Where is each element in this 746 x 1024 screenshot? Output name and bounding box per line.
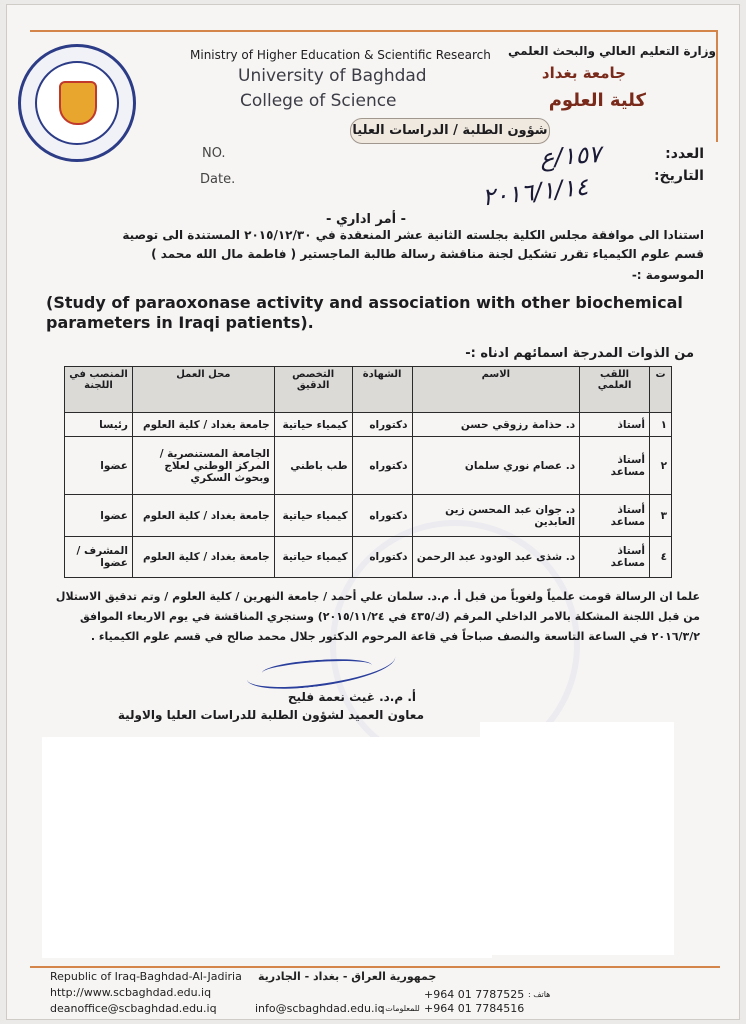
ministry-name-en: Ministry of Higher Education & Scientific Research	[190, 48, 491, 62]
cell-seq: ٣	[650, 495, 672, 536]
cell-workplace: جامعة بغداد / كلية العلوم	[132, 413, 274, 437]
cell-role: عضوا	[65, 437, 133, 495]
paragraph-line-3: الموسومة :-	[631, 268, 704, 282]
cell-specialty: كيمياء حياتية	[274, 413, 352, 437]
cell-workplace: جامعة بغداد / كلية العلوم	[132, 536, 274, 577]
handwritten-number: ١٥٧/ع	[539, 139, 602, 173]
cell-name: د. شذى عبد الودود عبد الرحمن	[412, 536, 580, 577]
cell-name: د. حذامة رزوقي حسن	[412, 413, 580, 437]
header-workplace: محل العمل	[132, 367, 274, 413]
cell-title: أستاذ مساعد	[580, 495, 650, 536]
cell-specialty: طب باطني	[274, 437, 352, 495]
university-name-en: University of Baghdad	[238, 66, 427, 86]
committee-table	[64, 366, 672, 578]
cell-title: أستاذ مساعد	[580, 536, 650, 577]
department-banner: شؤون الطلبة / الدراسات العليا	[350, 118, 550, 144]
footer-email-info: info@scbaghdad.edu.iq	[255, 1002, 385, 1015]
table-row	[65, 536, 672, 577]
signatory-title: معاون العميد لشؤون الطلبة للدراسات العليا والاولية	[117, 708, 424, 722]
note-line-2: من قبل اللجنة المشكلة بالامر الداخلي المرقم (ك/٤٣٥ في ٢٠١٥/١١/٢٤) وستجري المناقشة في يوم الاربعاء الموافق	[79, 610, 700, 623]
university-name-ar: جامعة بغداد	[541, 64, 626, 82]
paragraph-line-1: استنادا الى موافقة مجلس الكلية بجلسته الثانية عشر المنعقدة في ٢٠١٥/١٢/٣٠ المستندة الى توصية	[122, 228, 704, 242]
college-name-en: College of Science	[240, 91, 397, 111]
date-label-ar: التاريخ:	[653, 168, 704, 184]
header-degree: الشهادة	[352, 367, 412, 413]
cell-title: أستاذ	[580, 413, 650, 437]
study-title: (Study of paraoxonase activity and association with other biochemical parameters in Iraqi patients).	[46, 293, 683, 332]
footer-divider	[30, 966, 720, 968]
table-row	[65, 413, 672, 437]
cell-degree: دكتوراه	[352, 536, 412, 577]
header-specialty: التخصص الدقيق	[274, 367, 352, 413]
ministry-name-ar: وزارة التعليم العالي والبحث العلمي	[507, 44, 716, 58]
header-role: المنصب في اللجنة	[65, 367, 133, 413]
cell-role: المشرف / عضوا	[65, 536, 133, 577]
footer-website: http://www.scbaghdad.edu.iq	[50, 986, 212, 999]
cell-specialty: كيمياء حياتية	[274, 536, 352, 577]
header-title: اللقب العلمي	[580, 367, 650, 413]
cell-seq: ٢	[650, 437, 672, 495]
footer-email-dean: deanoffice@scbaghdad.edu.iq	[50, 1002, 217, 1015]
cell-role: عضوا	[65, 495, 133, 536]
college-name-ar: كلية العلوم	[548, 90, 646, 111]
cell-degree: دكتوراه	[352, 413, 412, 437]
cell-workplace: الجامعة المستنصرية / المركز الوطني لعلاج وبحوث السكري	[132, 437, 274, 495]
footer-phone-label: هاتف :	[528, 990, 551, 999]
cell-degree: دكتوراه	[352, 495, 412, 536]
note-line-3: ٢٠١٦/٣/٢ في الساعة التاسعة والنصف صباحاً في قاعة المرحوم الدكتور جلال محمد صالح في قسم علوم الكيمياء .	[90, 630, 700, 643]
redacted-area	[42, 928, 492, 958]
seal-inner-ring	[35, 61, 119, 145]
order-title: - أمر اداري -	[326, 212, 406, 227]
cell-seq: ١	[650, 413, 672, 437]
cell-role: رئيسا	[65, 413, 133, 437]
redacted-area	[42, 737, 480, 955]
header-name: الاسم	[412, 367, 580, 413]
table-header-row	[65, 367, 672, 413]
redacted-area	[480, 722, 674, 955]
cell-title: أستاذ مساعد	[580, 437, 650, 495]
table-row	[65, 437, 672, 495]
table-row	[65, 495, 672, 536]
cell-specialty: كيمياء حياتية	[274, 495, 352, 536]
university-seal-logo	[18, 44, 136, 162]
footer-phone-1: +964 01 7787525	[424, 988, 525, 1001]
seal-emblem-icon	[59, 81, 97, 125]
footer-phone-2: +964 01 7784516	[424, 1002, 525, 1015]
paragraph-line-2: قسم علوم الكيمياء تقرر تشكيل لجنة مناقشة رسالة طالبة الماجستير ( فاطمة مال الله محمد )	[151, 247, 704, 261]
handwritten-date: ٢٠١٦/١/١٤	[480, 172, 590, 212]
signatory-name: أ. م.د. غيث نعمة فليح	[287, 690, 416, 704]
footer-info-label: للمعلومات :	[380, 1004, 420, 1013]
table-intro: من الذوات المدرجة اسمائهم ادناه :-	[465, 346, 694, 361]
cell-workplace: جامعة بغداد / كلية العلوم	[132, 495, 274, 536]
note-line-1: علما ان الرسالة قومت علمياً ولغوياً من قبل أ. م.د. سلمان علي أحمد / جامعة النهرين / كلية العلوم / وتم تدقيق الاستلال	[55, 590, 700, 603]
cell-degree: دكتوراه	[352, 437, 412, 495]
footer-address-en: Republic of Iraq-Baghdad-Al-Jadiria	[50, 970, 242, 983]
cell-name: د. عصام نوري سلمان	[412, 437, 580, 495]
date-label: Date.	[200, 172, 236, 187]
number-label: NO.	[202, 146, 226, 161]
header-seq: ت	[650, 367, 672, 413]
number-label-ar: العدد:	[665, 146, 704, 162]
cell-name: د. جوان عبد المحسن زين العابدين	[412, 495, 580, 536]
footer-address-ar: جمهورية العراق - بغداد - الجادرية	[258, 970, 437, 983]
cell-seq: ٤	[650, 536, 672, 577]
